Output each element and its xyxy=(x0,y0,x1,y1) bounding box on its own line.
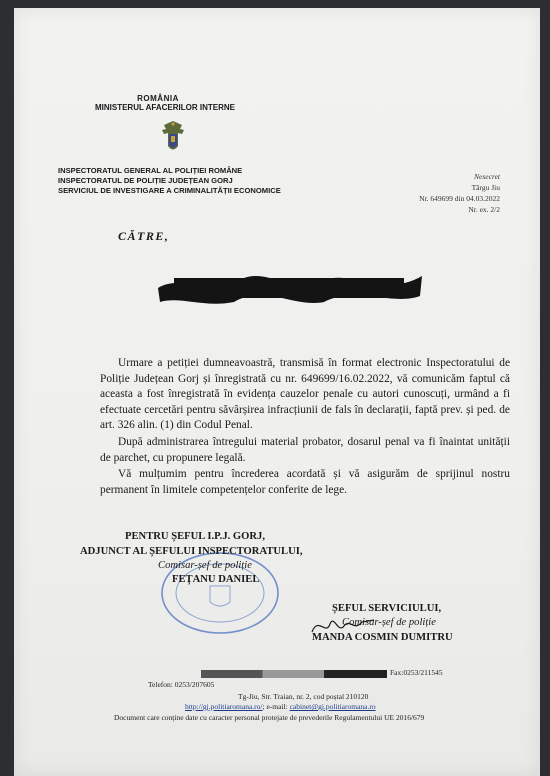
footer-disclaimer: Document care conține date cu caracter personal protejate de prevederile Regulamentului UE 2016/679 xyxy=(114,713,425,722)
email-link[interactable]: cabinet@gj.politiaromana.ro xyxy=(289,702,376,711)
registration-number: Nr. 649699 din 04.03.2022 xyxy=(419,194,500,203)
email-prefix: ; e-mail: xyxy=(262,702,288,711)
signatory-right-line1: ȘEFUL SERVICIULUI, xyxy=(332,603,442,614)
org-line-2: INSPECTORATUL DE POLIȚIE JUDEȚEAN GORJ xyxy=(58,176,233,185)
header-ministry: MINISTERUL AFACERILOR INTERNE xyxy=(94,103,235,112)
org-line-3: SERVICIUL DE INVESTIGARE A CRIMINALITĂȚII ECONOMICE xyxy=(58,186,281,195)
signatory-left-line1: PENTRU ȘEFUL I.P.J. GORJ, xyxy=(125,531,265,542)
signatory-left-line2: ADJUNCT AL ȘEFULUI INSPECTORATULUI, xyxy=(80,546,303,557)
classification: Nesecret xyxy=(474,172,500,181)
body-paragraph-1: Urmare a petiției dumneavoastră, transmisă în format electronic Inspectoratului de Poliție Județean Gorj și înregistrată cu nr. 649699/16.02.2022, vă comunicăm faptul că aceasta a fost înregistrată în evidența cauzelor penale cu autori cunoscuți, urmând a fi efectuate cercetări pentru săvârșirea infracțiunii de fals în declarații, faptă prev. și ped. de art. 326 alin. (1) din Codul Penal. xyxy=(100,357,510,432)
footer-contact xyxy=(185,702,376,711)
recipient-label: CĂTRE, xyxy=(118,229,170,243)
redaction-scribble xyxy=(154,266,426,308)
body-paragraph-3: Vă mulțumim pentru încrederea acordată și vă asigurăm de sprijinul nostru permanent în limitele competențelor conferite de lege. xyxy=(100,468,510,496)
footer-fax: Fax:0253/211545 xyxy=(390,668,443,677)
org-line-1: INSPECTORATUL GENERAL AL POLIȚIEI ROMÂNE xyxy=(58,166,243,175)
signatory-left-name: FEȚANU DANIEL xyxy=(172,574,260,585)
signatory-right-name: MANDA COSMIN DUMITRU xyxy=(312,632,453,643)
body-paragraph-2: După administrarea întregului material probator, dosarul penal va fi înaintat unității de parchet, cu propunere legală. xyxy=(100,436,510,464)
footer-address: Tg-Jiu, Str. Traian, nr. 2, cod poștal 210120 xyxy=(238,692,369,701)
website-link[interactable]: http://gj.politiaromana.ro/ xyxy=(185,702,263,711)
copy-number: Nr. ex. 2/2 xyxy=(468,205,500,214)
signatory-left-rank: Comisar-șef de poliție xyxy=(158,560,252,571)
city: Târgu Jiu xyxy=(471,183,500,192)
header-country: ROMÂNIA xyxy=(137,94,179,103)
coat-of-arms-icon xyxy=(158,120,188,154)
footer-phone: Telefon: 0253/207605 xyxy=(148,680,215,689)
footer-bar xyxy=(201,670,387,678)
document-page xyxy=(14,8,540,776)
signatory-right-rank: Comisar-șef de poliție xyxy=(342,617,436,628)
